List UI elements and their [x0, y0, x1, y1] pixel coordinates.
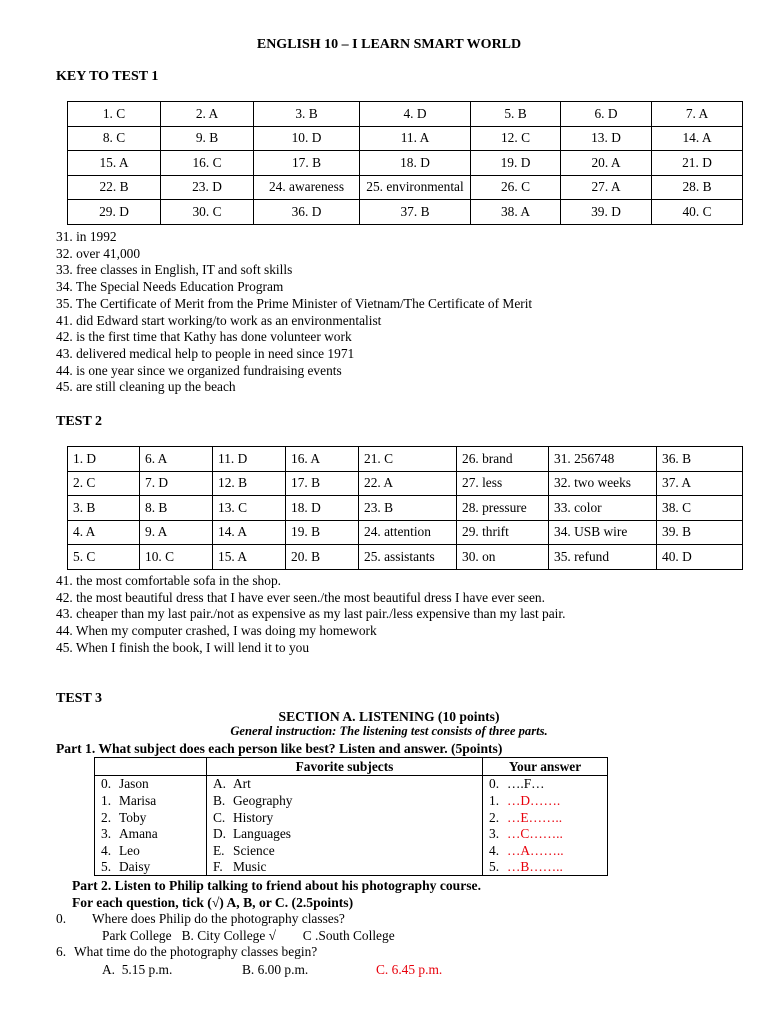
grid-cell: 4. A: [68, 520, 140, 545]
grid-cell: 27. less: [457, 471, 549, 496]
answer-key-value: …E……..: [507, 809, 563, 825]
grid-cell: 10. D: [254, 126, 360, 151]
subject-letter: C.: [213, 809, 226, 825]
question-number: 6.: [56, 944, 67, 959]
grid-cell: 23. D: [161, 175, 254, 200]
question-0-options: Park College B. City College √ C .South College: [102, 928, 395, 943]
person-name: Jason: [119, 776, 149, 792]
question-6: [56, 944, 317, 960]
grid-cell: 7. A: [652, 102, 743, 127]
grid-cell: 40. D: [657, 545, 743, 570]
grid-cell: 24. awareness: [254, 175, 360, 200]
person-cell: [95, 809, 207, 826]
grid-cell: 17. B: [254, 151, 360, 176]
person-name: Marisa: [119, 792, 157, 808]
grid-cell: 39. B: [657, 520, 743, 545]
answer-cell: [483, 859, 608, 876]
person-cell: [95, 825, 207, 842]
section-title: SECTION A. LISTENING (10 points): [278, 709, 500, 724]
grid-cell: 9. B: [161, 126, 254, 151]
row-number: 4.: [101, 842, 112, 858]
answer-line: 41. the most comfortable sofa in the shop.: [56, 573, 281, 588]
grid-cell: 9. A: [140, 520, 213, 545]
answer-number: 0.: [489, 776, 500, 792]
answer-line: 45. are still cleaning up the beach: [56, 379, 236, 395]
grid-cell: 15. A: [68, 151, 161, 176]
subject-name: History: [233, 809, 274, 825]
test3-heading: TEST 3: [56, 691, 103, 706]
grid-cell: 40. C: [652, 200, 743, 225]
answer-key-value: …C……..: [507, 826, 563, 842]
answer-line: 43. cheaper than my last pair./not as expensive as my last pair./less expensive than my last pair.: [56, 606, 566, 622]
grid-cell: 25. environmental: [360, 175, 471, 200]
grid-cell: 19. B: [286, 520, 359, 545]
grid-cell: 34. USB wire: [549, 520, 657, 545]
header-favorite-subjects: Favorite subjects: [207, 758, 483, 776]
grid-cell: 16. A: [286, 447, 359, 472]
grid-cell: 18. D: [286, 496, 359, 521]
subject-cell: [207, 792, 483, 809]
subject-letter: F.: [213, 859, 223, 875]
grid-cell: 11. A: [360, 126, 471, 151]
answer-line: 45. When I finish the book, I will lend it to you: [56, 639, 310, 655]
answer-line: 34. The Special Needs Education Program: [56, 279, 284, 295]
person-cell: [95, 792, 207, 809]
part1-header-row: [95, 758, 608, 776]
grid-cell: 1. D: [68, 447, 140, 472]
subject-name: Art: [233, 776, 251, 792]
grid-cell: 13. C: [213, 496, 286, 521]
answer-cell: [483, 842, 608, 859]
part1-row: [95, 859, 608, 876]
grid-cell: 13. D: [561, 126, 652, 151]
question-text: What time do the photography classes begin?: [74, 944, 318, 959]
answer-line: 33. free classes in English, IT and soft skills: [56, 262, 293, 278]
grid-cell: 21. D: [652, 151, 743, 176]
grid-cell: 24. attention: [359, 520, 457, 545]
subject-cell: [207, 809, 483, 826]
part1-matching-table: [94, 757, 608, 876]
answer-line: 42. the most beautiful dress that I have ever seen./the most beautiful dress I have ever seen.: [56, 589, 545, 605]
part1-row: [95, 775, 608, 792]
answer-number: 1.: [489, 792, 500, 808]
grid-row: [68, 545, 743, 570]
grid-cell: 26. C: [471, 175, 561, 200]
grid-cell: 28. pressure: [457, 496, 549, 521]
grid-cell: 39. D: [561, 200, 652, 225]
subject-name: Music: [233, 859, 267, 875]
grid-cell: 14. A: [652, 126, 743, 151]
part1-title: Part 1. What subject does each person like best? Listen and answer. (5points): [56, 741, 503, 756]
grid-cell: 6. D: [561, 102, 652, 127]
subject-cell: [207, 775, 483, 792]
subject-letter: E.: [213, 842, 225, 858]
grid-cell: 15. A: [213, 545, 286, 570]
subject-letter: B.: [213, 792, 226, 808]
grid-cell: 1. C: [68, 102, 161, 127]
question-6-option-b: B. 6.00 p.m.: [242, 962, 309, 977]
grid-row: [68, 447, 743, 472]
person-cell: [95, 842, 207, 859]
grid-cell: 4. D: [360, 102, 471, 127]
grid-row: [68, 151, 743, 176]
row-number: 2.: [101, 809, 112, 825]
test1-written-answers: [56, 229, 532, 396]
question-0: [56, 911, 345, 927]
answer-number: 3.: [489, 826, 500, 842]
subject-cell: [207, 859, 483, 876]
grid-cell: 5. B: [471, 102, 561, 127]
part1-row: [95, 842, 608, 859]
grid-cell: 8. B: [140, 496, 213, 521]
grid-row: [68, 200, 743, 225]
grid-cell: 26. brand: [457, 447, 549, 472]
part2-instruction: For each question, tick (√) A, B, or C. (2.5points): [72, 895, 354, 910]
header-empty-cell: [95, 758, 207, 776]
part1-row: [95, 825, 608, 842]
answer-cell: [483, 809, 608, 826]
grid-cell: 6. A: [140, 447, 213, 472]
grid-cell: 20. B: [286, 545, 359, 570]
answer-number: 4.: [489, 842, 500, 858]
question-number: 0.: [56, 911, 67, 926]
answer-key-value: …D…….: [507, 792, 561, 808]
grid-cell: 18. D: [360, 151, 471, 176]
grid-cell: 38. A: [471, 200, 561, 225]
header-your-answer: Your answer: [483, 758, 608, 776]
answer-line: 43. delivered medical help to people in need since 1971: [56, 345, 355, 361]
subject-name: Science: [233, 842, 275, 858]
grid-cell: 35. refund: [549, 545, 657, 570]
grid-cell: 30. on: [457, 545, 549, 570]
grid-cell: 22. B: [68, 175, 161, 200]
grid-cell: 28. B: [652, 175, 743, 200]
grid-cell: 37. A: [657, 471, 743, 496]
grid-cell: 8. C: [68, 126, 161, 151]
grid-cell: 38. C: [657, 496, 743, 521]
answer-key-value: …B……..: [507, 859, 563, 875]
grid-cell: 2. A: [161, 102, 254, 127]
part1-row: [95, 809, 608, 826]
grid-cell: 25. assistants: [359, 545, 457, 570]
document-title: ENGLISH 10 – I LEARN SMART WORLD: [256, 37, 522, 52]
subject-cell: [207, 825, 483, 842]
answer-key-value: …A……..: [507, 842, 564, 858]
grid-cell: 29. thrift: [457, 520, 549, 545]
grid-row: [68, 102, 743, 127]
answer-line: 41. did Edward start working/to work as an environmentalist: [56, 312, 382, 328]
grid-cell: 12. C: [471, 126, 561, 151]
row-number: 3.: [101, 826, 112, 842]
grid-cell: 22. A: [359, 471, 457, 496]
grid-cell: 23. B: [359, 496, 457, 521]
grid-cell: 17. B: [286, 471, 359, 496]
row-number: 5.: [101, 859, 112, 875]
person-name: Leo: [119, 842, 140, 858]
answer-number: 5.: [489, 859, 500, 875]
answer-line: 42. is the first time that Kathy has done volunteer work: [56, 329, 352, 345]
answer-cell: [483, 775, 608, 792]
answer-line: 31. in 1992: [56, 229, 117, 244]
grid-cell: 36. B: [657, 447, 743, 472]
answer-line: 44. When my computer crashed, I was doing my homework: [56, 623, 377, 639]
subject-letter: D.: [213, 826, 227, 842]
grid-cell: 30. C: [161, 200, 254, 225]
answer-number: 2.: [489, 809, 500, 825]
person-name: Amana: [119, 826, 158, 842]
question-6-option-c-key: C. 6.45 p.m.: [376, 962, 443, 977]
grid-cell: 2. C: [68, 471, 140, 496]
grid-cell: 16. C: [161, 151, 254, 176]
grid-cell: 12. B: [213, 471, 286, 496]
answer-example-value: ….F…: [507, 776, 545, 792]
grid-cell: 37. B: [360, 200, 471, 225]
grid-cell: 7. D: [140, 471, 213, 496]
grid-row: [68, 175, 743, 200]
grid-cell: 19. D: [471, 151, 561, 176]
answer-line: 32. over 41,000: [56, 245, 141, 261]
grid-cell: 10. C: [140, 545, 213, 570]
grid-cell: 20. A: [561, 151, 652, 176]
test2-written-answers: [56, 573, 565, 657]
row-number: 1.: [101, 792, 112, 808]
grid-cell: 27. A: [561, 175, 652, 200]
grid-cell: 11. D: [213, 447, 286, 472]
grid-row: [68, 126, 743, 151]
grid-cell: 36. D: [254, 200, 360, 225]
person-name: Daisy: [119, 859, 151, 875]
question-text: Where does Philip do the photography classes?: [92, 911, 345, 926]
person-cell: [95, 859, 207, 876]
part1-row: [95, 792, 608, 809]
grid-cell: 33. color: [549, 496, 657, 521]
grid-cell: 32. two weeks: [549, 471, 657, 496]
subject-name: Geography: [233, 792, 293, 808]
grid-row: [68, 520, 743, 545]
answer-line: 35. The Certificate of Merit from the Prime Minister of Vietnam/The Certificate of Merit: [56, 295, 533, 311]
row-number: 0.: [101, 776, 112, 792]
person-cell: [95, 775, 207, 792]
test1-heading: KEY TO TEST 1: [56, 69, 159, 84]
person-name: Toby: [119, 809, 147, 825]
question-6-option-a: A. 5.15 p.m.: [102, 962, 173, 977]
subject-cell: [207, 842, 483, 859]
answer-cell: [483, 792, 608, 809]
test1-answer-grid: [67, 101, 743, 225]
general-instruction: General instruction: The listening test consists of three parts.: [230, 724, 548, 738]
answer-line: 44. is one year since we organized fundraising events: [56, 362, 342, 378]
grid-cell: 29. D: [68, 200, 161, 225]
subject-letter: A.: [213, 776, 227, 792]
grid-cell: 31. 256748: [549, 447, 657, 472]
answer-cell: [483, 825, 608, 842]
part2-title: Part 2. Listen to Philip talking to friend about his photography course.: [72, 878, 481, 893]
grid-cell: 3. B: [254, 102, 360, 127]
grid-cell: 14. A: [213, 520, 286, 545]
grid-cell: 21. C: [359, 447, 457, 472]
grid-row: [68, 496, 743, 521]
test2-answer-grid: [67, 446, 743, 570]
subject-name: Languages: [233, 826, 292, 842]
grid-row: [68, 471, 743, 496]
grid-cell: 5. C: [68, 545, 140, 570]
test2-heading: TEST 2: [56, 414, 103, 429]
grid-cell: 3. B: [68, 496, 140, 521]
